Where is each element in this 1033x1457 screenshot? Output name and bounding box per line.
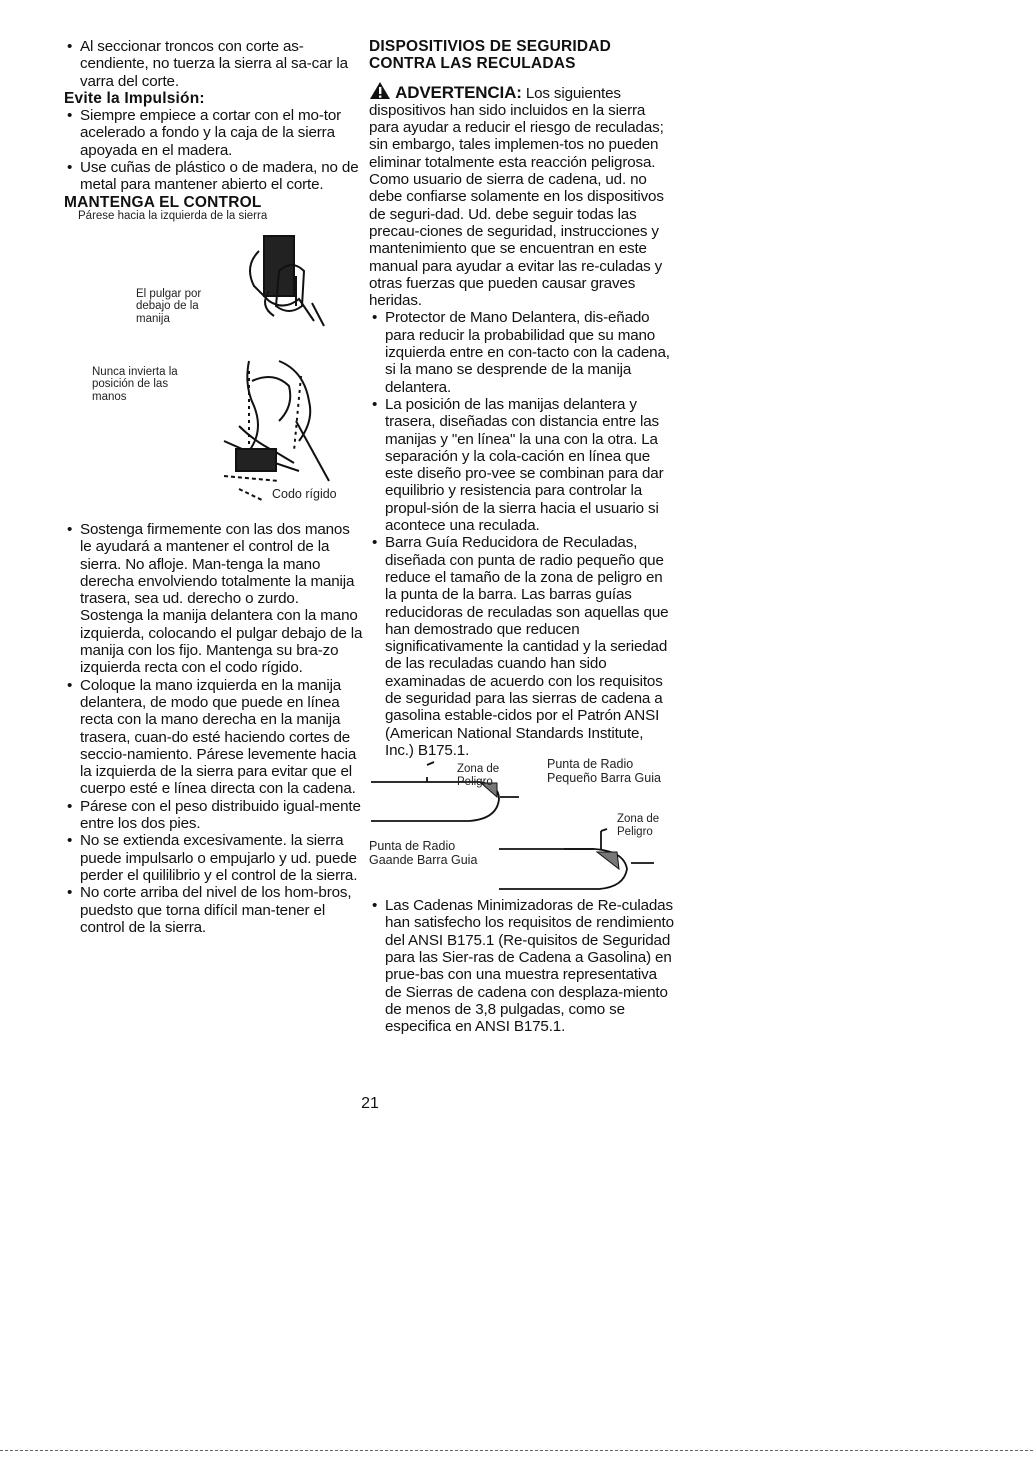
fig-zona-peligro-1: Zona de Peligro	[457, 763, 500, 788]
bullet-sostenga: • Sostenga firmemente con las dos manos le ayudará a mantener el control de la sierra. No afloje. Man-tenga la mano derecha envolviendo totalmente la manija trasera, sea ud. derecho o zurdo. Sostenga la manija delantera con la mano izquierda, colocando el pulgar debajo de la manija con los fijo. Mantenga su bra-zo izquierda recta con el codo rígido.	[64, 521, 364, 677]
fig-punta-pequeno: Punta de Radio Pequeño Barra Guia	[547, 757, 661, 786]
bullet-coloque: • Coloque la mano izquierda en la manija delantera, de modo que puede en línea recta con la mano derecha en la manija trasera, cuan-do esté haciendo cortes de seccio-namiento. Párese levemente hacia la izquierda de la sierra para evitar que el cuerpo esté e línea directa con la cadena.	[64, 677, 364, 798]
bullet-parese: • Párese con el peso distribuido igual-mente entre los dos pies.	[64, 798, 364, 833]
heading-dispositivos: DISPOSITIVIOS DE SEGURIDAD CONTRA LAS RECULADAS	[369, 38, 612, 73]
warning-paragraph	[369, 81, 674, 310]
bullet-cadenas: • Las Cadenas Minimizadoras de Re-culadas han satisfecho los requisitos de rendimiento del ANSI B175.1 (Re-quisitos de Seguridad para las Sier-ras de Cadena a Gasolina) en prue-bas con una muestra representativa de Sierras de cadena con desplaza-miento de menos de 3,8 pulgadas, como se especifica en ANSI B175.1.	[369, 897, 674, 1035]
fig-label-parese: Párese hacia la izquierda de la sierra	[78, 209, 268, 222]
warning-text: Los siguientes dispositivos han sido incluidos en la sierra para ayudar a reducir el riesgo de reculadas; sin embargo, tales implemen-tos no pueden eliminar totalmente esta reacción peligrosa. Como usuario de sierra de cadena, ud. no debe confiarse solamente en los dispositivos de seguri-dad. Ud. debe seguir todas las precau-ciones de seguridad, instrucciones y mantenimiento que se encuentran en este manual para ayudar a evitar las re-culadas y otras fuerzas que pueden causar graves heridas.	[369, 84, 664, 310]
bullet-extienda: • No se extienda excesivamente. la sierra puede impulsarlo o empujarlo y ud. puede perder el quililibrio y el control de la sierra.	[64, 832, 364, 884]
bullet-barra-guia: • Barra Guía Reducidora de Reculadas, diseñada con punta de radio pequeño que reduce el tamaño de la zona de peligro en la punta de la barra. Las barras guías reducidoras de reculadas son aquellas que han demostrado que reducen significativamente la cantidad y la seriedad de las reculadas cuando han sido examinadas de acuerdo con los requisitos de seguridad para las sierras de cadena a gasolina estable-cidos por el Patrón ANSI (American National Standards Institute, Inc.) B175.1.	[369, 534, 674, 759]
left-column	[64, 38, 364, 936]
bullet-cunas: • Use cuñas de plástico o de madera, no de metal para mantener abierto el corte.	[64, 159, 364, 194]
bullet-protector: • Protector de Mano Delantera, dis-eñado para reducir la probabilidad que su mano izquierda entre en con-tacto con la cadena, si la mano se desprende de la manija delantera.	[369, 309, 674, 395]
warning-label: ADVERTENCIA:	[395, 82, 522, 102]
right-column	[369, 38, 674, 1036]
guide-bar-figure	[369, 759, 674, 897]
warning-triangle-icon	[369, 81, 391, 100]
bullet-posicion: • La posición de las manijas delantera y trasera, diseñadas con distancia entre las manijas y "en línea" la una con la otra. La separación y la cola-cación en línea que este diseño pro-vee se combinan para dar equilibrio y resistencia para controlar la propul-sión de la sierra hacia el usuario si acontece una reculada.	[369, 396, 674, 534]
fig-label-pulgar: El pulgar por debajo de la manija	[136, 287, 202, 325]
page-number: 21	[361, 1095, 379, 1112]
heading-control: MANTENGA EL CONTROL	[64, 193, 262, 211]
bullet-seccionar: • Al seccionar troncos con corte as-cendiente, no tuerza la sierra al sa-car la varra del corte.	[64, 38, 364, 90]
fig-zona-peligro-2: Zona de Peligro	[617, 813, 660, 838]
bottom-border	[0, 1450, 1033, 1451]
heading-impulsion: Evite la Impulsión:	[64, 89, 205, 107]
fig-punta-grande: Punta de Radio Gaande Barra Guia	[369, 839, 478, 868]
bullet-empiece: • Siempre empiece a cortar con el mo-tor acelerado a fondo y la caja de la sierra apoyada en el madera.	[64, 107, 364, 159]
handling-figure	[64, 211, 364, 521]
bullet-hombros: • No corte arriba del nivel de los hom-bros, puedsto que torna difícil man-tener el control de la sierra.	[64, 884, 364, 936]
fig-label-nunca: Nunca invierta la posición de las manos	[92, 365, 178, 403]
fig-label-codo: Codo rígido	[272, 486, 337, 501]
